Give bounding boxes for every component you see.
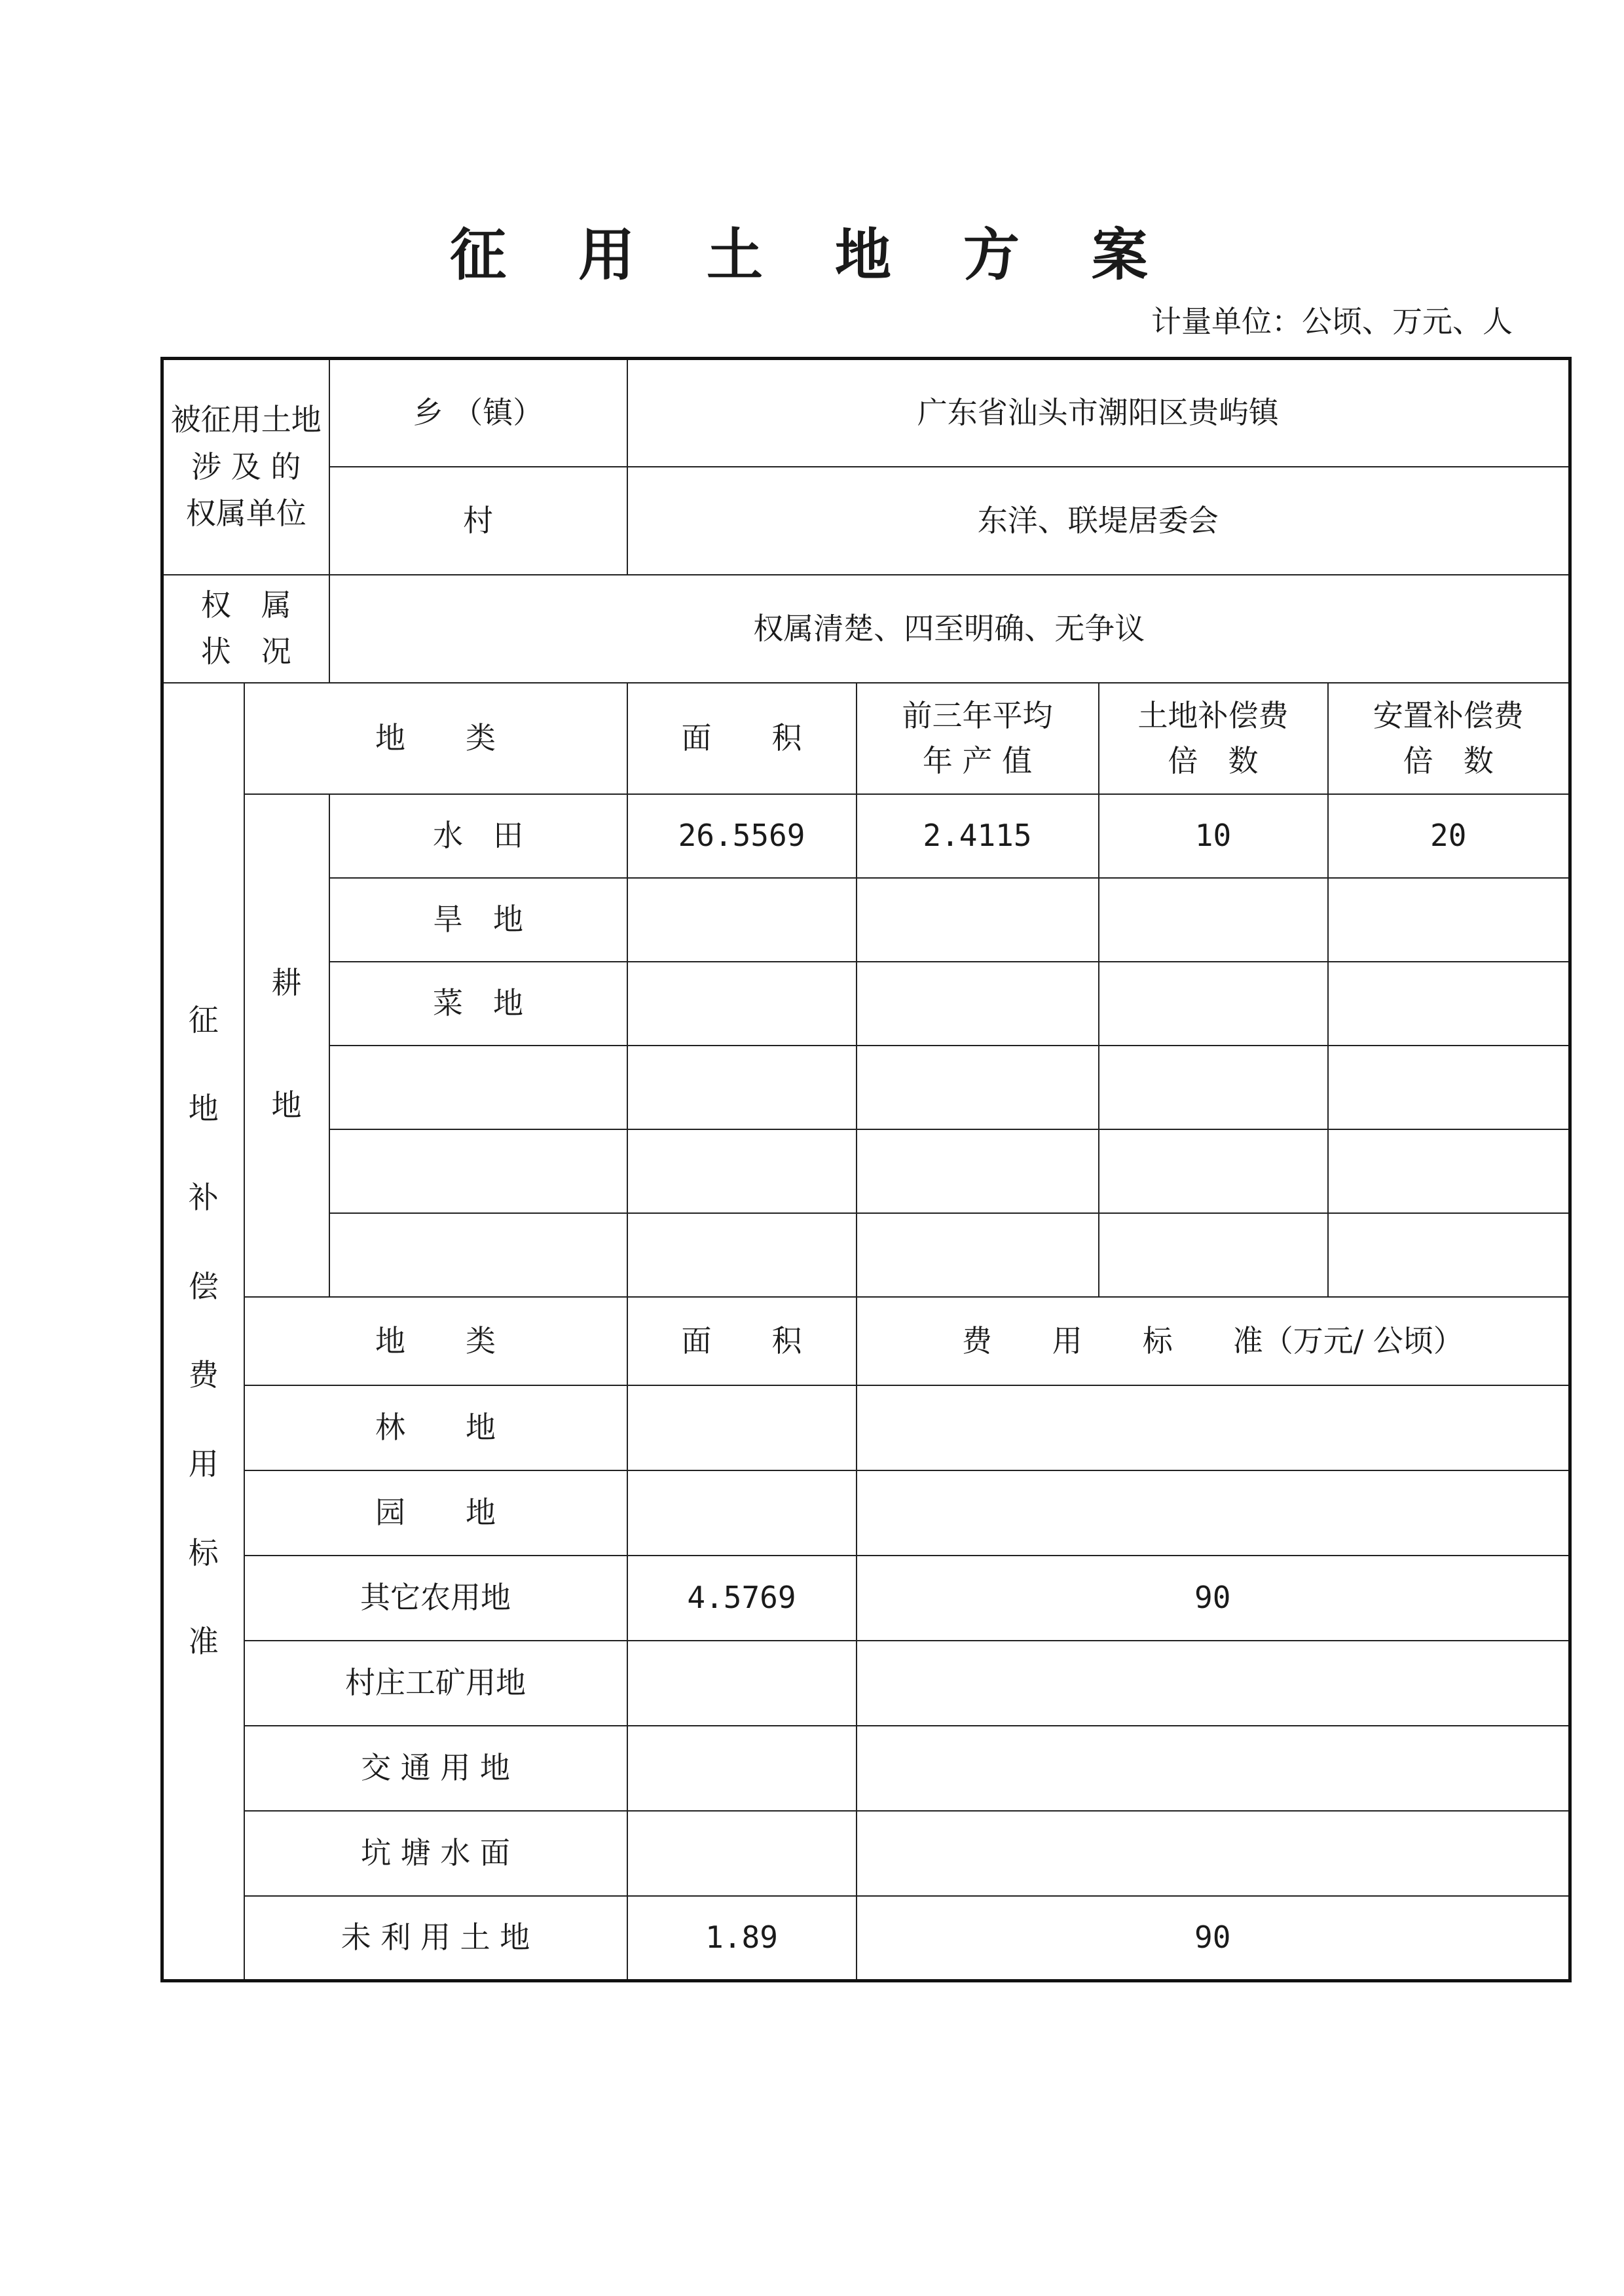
- standard-cell: [857, 1726, 1570, 1811]
- standard-cell: [857, 1470, 1570, 1556]
- land-multiple-cell: [1099, 878, 1328, 962]
- area-cell: [627, 1811, 857, 1896]
- output-cell: [857, 962, 1099, 1046]
- resettle-multiple-cell: [1328, 1129, 1570, 1213]
- land-type-cell: 林 地: [244, 1385, 627, 1470]
- land-multiple-cell: [1099, 962, 1328, 1046]
- land-type-cell: [329, 1213, 627, 1297]
- document-title: 征 用 土 地 方 案: [450, 223, 1174, 288]
- header-land-type: 地 类: [244, 683, 627, 794]
- land-multiple-cell: 10: [1099, 794, 1328, 878]
- standard-cell: [857, 1811, 1570, 1896]
- land-type-cell: [329, 1046, 627, 1129]
- header-resettle-multiple: 安置补偿费 倍 数: [1328, 683, 1570, 794]
- land-type-cell: 旱 地: [329, 878, 627, 962]
- area-cell: [627, 1641, 857, 1726]
- township-value: 广东省汕头市潮阳区贵屿镇: [627, 359, 1570, 467]
- area-cell: [627, 1129, 857, 1213]
- table-row: [162, 1556, 1570, 1641]
- cultivated-group-label: 耕 地: [244, 794, 329, 1297]
- standard-cell: 90: [857, 1556, 1570, 1641]
- area-cell: [627, 878, 857, 962]
- area-cell: 1.89: [627, 1896, 857, 1981]
- table-row: [162, 1129, 1570, 1213]
- table-row: [162, 1726, 1570, 1811]
- output-cell: [857, 878, 1099, 962]
- header-land-multiple: 土地补偿费 倍 数: [1099, 683, 1328, 794]
- land-multiple-cell: [1099, 1046, 1328, 1129]
- land-multiple-cell: [1099, 1213, 1328, 1297]
- standard-cell: 90: [857, 1896, 1570, 1981]
- area-cell: [627, 962, 857, 1046]
- table-row: [162, 1046, 1570, 1129]
- land-expropriation-table: [160, 357, 1572, 1982]
- area-cell: [627, 1470, 857, 1556]
- village-value: 东洋、联堤居委会: [627, 467, 1570, 575]
- ownership-status-value: 权属清楚、四至明确、无争议: [329, 575, 1570, 683]
- village-label: 村: [329, 467, 627, 575]
- output-cell: 2.4115: [857, 794, 1099, 878]
- land-type-cell: 其它农用地: [244, 1556, 627, 1641]
- area-cell: [627, 1213, 857, 1297]
- table-row: [162, 1896, 1570, 1981]
- land-type-cell: 水 田: [329, 794, 627, 878]
- table-row: [162, 1641, 1570, 1726]
- output-cell: [857, 1213, 1099, 1297]
- other-header-standard: 费 用 标 准（万元/ 公顷）: [857, 1297, 1570, 1385]
- resettle-multiple-cell: [1328, 1046, 1570, 1129]
- resettle-multiple-cell: [1328, 878, 1570, 962]
- area-cell: [627, 1046, 857, 1129]
- ownership-status-label: 权 属 状 况: [162, 575, 329, 683]
- standard-cell: [857, 1385, 1570, 1470]
- output-cell: [857, 1129, 1099, 1213]
- table-row: [162, 1385, 1570, 1470]
- table-row: [162, 1213, 1570, 1297]
- land-multiple-cell: [1099, 1129, 1328, 1213]
- table-row: [162, 1470, 1570, 1556]
- table-row: [162, 878, 1570, 962]
- area-cell: 4.5769: [627, 1556, 857, 1641]
- area-cell: [627, 1385, 857, 1470]
- header-avg-output: 前三年平均 年 产 值: [857, 683, 1099, 794]
- area-cell: [627, 1726, 857, 1811]
- land-type-cell: 村庄工矿用地: [244, 1641, 627, 1726]
- table-row: [162, 1811, 1570, 1896]
- land-type-cell: 未 利 用 土 地: [244, 1896, 627, 1981]
- ownership-unit-label: 被征用土地 涉 及 的 权属单位: [162, 359, 329, 575]
- other-header-area: 面 积: [627, 1297, 857, 1385]
- unit-note: 计量单位：公顷、万元、人: [1151, 304, 1513, 339]
- compensation-section-label: 征 地 补 偿 费 用 标 准: [162, 683, 244, 1981]
- output-cell: [857, 1046, 1099, 1129]
- table-row: [162, 962, 1570, 1046]
- resettle-multiple-cell: [1328, 962, 1570, 1046]
- standard-cell: [857, 1641, 1570, 1726]
- other-header-land-type: 地 类: [244, 1297, 627, 1385]
- resettle-multiple-cell: [1328, 1213, 1570, 1297]
- land-type-cell: 坑 塘 水 面: [244, 1811, 627, 1896]
- land-type-cell: 菜 地: [329, 962, 627, 1046]
- area-cell: 26.5569: [627, 794, 857, 878]
- header-area: 面 积: [627, 683, 857, 794]
- land-type-cell: 园 地: [244, 1470, 627, 1556]
- table-row: [162, 794, 1570, 878]
- land-type-cell: 交 通 用 地: [244, 1726, 627, 1811]
- township-label: 乡 （镇）: [329, 359, 627, 467]
- resettle-multiple-cell: 20: [1328, 794, 1570, 878]
- land-type-cell: [329, 1129, 627, 1213]
